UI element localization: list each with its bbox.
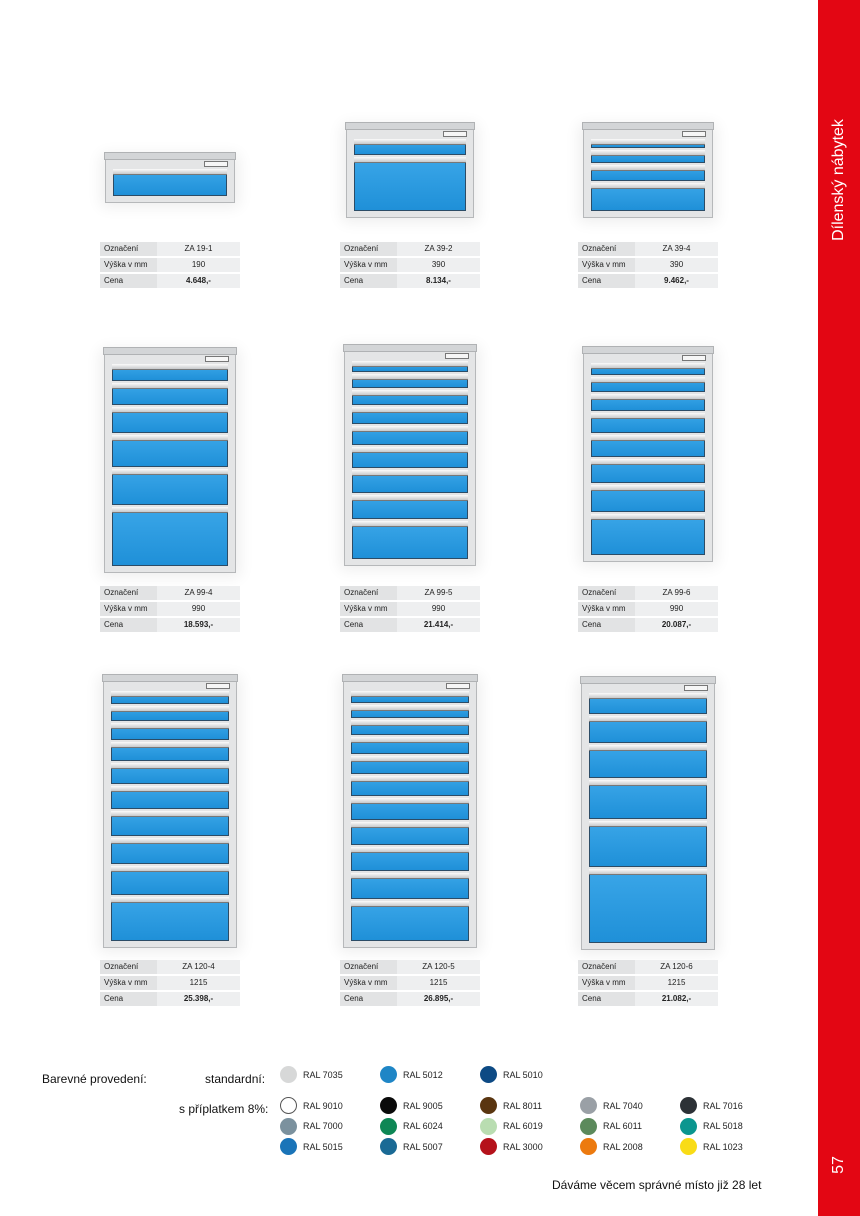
drawer [591,150,705,163]
product-image [340,338,480,576]
drawer-cabinet [581,682,715,950]
cabinet-top [343,344,477,352]
color-swatch [380,1118,443,1135]
spec-label: Označení [340,586,397,600]
color-name: RAL 5015 [303,1141,343,1152]
color-swatch [280,1066,343,1083]
spec-value: 21.414,- [397,618,480,632]
spec-value: ZA 39-4 [635,242,718,256]
drawer [591,459,705,483]
lock-icon [205,356,229,362]
drawer-cabinet [346,128,474,218]
spec-row [578,586,718,600]
drawer [112,407,228,434]
color-dot-icon [680,1097,697,1114]
spec-label: Výška v mm [578,602,635,616]
spec-label: Cena [100,992,157,1006]
spec-label: Cena [100,274,157,288]
product-image [340,668,480,953]
spec-value: 21.082,- [635,992,718,1006]
spec-row [100,274,240,288]
spec-label: Označení [578,960,635,974]
drawer [352,361,468,372]
color-dot-icon [480,1118,497,1135]
product-card [340,118,480,290]
cabinet-top [582,346,714,354]
product-image [578,668,718,953]
color-dot-icon [580,1097,597,1114]
spec-label: Cena [578,992,635,1006]
product-card [578,338,718,634]
spec-row [578,976,718,990]
color-name: RAL 7040 [603,1100,643,1111]
spec-label: Označení [100,960,157,974]
spec-value: ZA 99-6 [635,586,718,600]
lock-icon [445,353,469,359]
cabinet-top [104,152,236,160]
spec-row [100,960,240,974]
drawer [111,811,229,836]
color-swatch [580,1138,643,1155]
drawer [351,822,469,845]
drawer [112,507,228,566]
color-name: RAL 5018 [703,1121,743,1131]
spec-value: 26.895,- [397,992,480,1006]
spec-table [340,958,480,1008]
spec-row [578,602,718,616]
color-name: RAL 3000 [503,1141,543,1152]
color-dot-icon [680,1138,697,1155]
color-swatch [380,1097,443,1114]
cabinet-top [580,676,716,684]
lock-icon [204,161,228,167]
spec-value: 4.648,- [157,274,240,288]
spec-label: Výška v mm [340,602,397,616]
color-swatch [480,1066,543,1083]
spec-label: Cena [100,618,157,632]
drawer [352,447,468,468]
spec-row [340,586,480,600]
drawer [351,737,469,754]
color-swatch [480,1138,543,1155]
color-swatch [680,1097,743,1114]
color-swatch [380,1138,443,1155]
color-name: RAL 8011 [503,1100,543,1111]
drawer [591,435,705,457]
drawer [111,706,229,721]
color-name: RAL 5012 [403,1069,443,1080]
spec-label: Označení [578,242,635,256]
drawer [351,720,469,735]
spec-value: 990 [635,602,718,616]
spec-label: Cena [578,274,635,288]
drawer [111,897,229,941]
drawer [591,485,705,512]
drawer [111,786,229,809]
product-image [100,668,240,953]
drawer [352,407,468,424]
color-name: RAL 6011 [603,1121,643,1131]
lock-icon [206,683,230,689]
spec-value: ZA 99-4 [157,586,240,600]
color-dot-icon [280,1097,297,1114]
cabinet-top [582,122,714,130]
drawer [591,363,705,375]
spec-value: ZA 39-2 [397,242,480,256]
spec-value: ZA 99-5 [397,586,480,600]
drawer [112,364,228,381]
spec-row [100,602,240,616]
color-dot-icon [480,1097,497,1114]
drawer [589,780,707,819]
lock-icon [682,355,706,361]
spec-value: ZA 19-1 [157,242,240,256]
drawer [351,691,469,703]
drawer-cabinet [103,680,237,948]
product-card [578,668,718,1008]
spec-row [340,976,480,990]
spec-row [340,992,480,1006]
drawer [591,165,705,181]
drawer [352,426,468,445]
drawer [351,776,469,796]
drawer-cabinet [583,352,713,562]
spec-label: Označení [100,242,157,256]
color-name: RAL 7016 [703,1100,743,1111]
spec-label: Výška v mm [100,258,157,272]
spec-value: 25.398,- [157,992,240,1006]
spec-label: Cena [340,618,397,632]
drawer [112,469,228,505]
color-swatch [480,1118,543,1135]
color-options-label: Barevné provedení: [42,1072,147,1086]
lock-icon [684,685,708,691]
product-card [578,118,718,290]
product-card [100,668,240,1008]
spec-value: ZA 120-6 [635,960,718,974]
product-card [340,668,480,1008]
surcharge-label: s příplatkem 8%: [179,1102,269,1116]
spec-label: Cena [340,274,397,288]
cabinet-top [103,347,237,355]
spec-row [100,586,240,600]
spec-table [340,240,480,290]
drawer [591,514,705,555]
spec-label: Označení [340,960,397,974]
spec-value: 990 [397,602,480,616]
drawer [352,470,468,493]
drawer-cabinet [104,353,236,573]
color-name: RAL 7035 [303,1069,343,1080]
spec-value: 1215 [635,976,718,990]
drawer-cabinet [343,680,477,948]
cabinet-top [345,122,475,130]
spec-row [340,618,480,632]
spec-value: ZA 120-5 [397,960,480,974]
drawer [111,866,229,895]
spec-value: ZA 120-4 [157,960,240,974]
spec-label: Výška v mm [100,602,157,616]
spec-row [100,976,240,990]
spec-value: 1215 [157,976,240,990]
spec-label: Výška v mm [340,258,397,272]
spec-row [578,960,718,974]
color-dot-icon [480,1066,497,1083]
color-swatch [680,1138,743,1155]
drawer [589,745,707,778]
product-card [100,118,240,290]
color-swatch [280,1097,343,1114]
drawer [112,383,228,405]
drawer [112,435,228,466]
spec-table [578,584,718,634]
product-image [578,118,718,228]
spec-table [100,240,240,290]
spec-row [340,274,480,288]
standard-label: standardní: [205,1072,266,1086]
drawer [591,394,705,411]
color-dot-icon [380,1066,397,1083]
color-swatch [380,1066,443,1083]
drawer [351,798,469,819]
spec-row [578,242,718,256]
drawer [352,390,468,405]
spec-row [340,960,480,974]
color-dot-icon [580,1118,597,1135]
spec-value: 8.134,- [397,274,480,288]
spec-row [100,992,240,1006]
drawer-cabinet [344,350,476,566]
color-dot-icon [280,1066,297,1083]
spec-table [100,584,240,634]
drawer [351,901,469,941]
product-image [100,118,240,228]
color-name: RAL 5010 [503,1069,543,1080]
color-swatch [580,1118,642,1135]
spec-label: Cena [340,992,397,1006]
spec-label: Výška v mm [578,976,635,990]
lock-icon [682,131,706,137]
drawer [352,521,468,559]
drawer [591,183,705,211]
lock-icon [446,683,470,689]
drawer [354,157,466,211]
spec-value: 9.462,- [635,274,718,288]
drawer [351,756,469,774]
spec-label: Označení [100,586,157,600]
product-image [340,118,480,228]
drawer [352,495,468,520]
color-dot-icon [280,1118,297,1135]
drawer [351,873,469,899]
spec-row [100,258,240,272]
spec-label: Cena [578,618,635,632]
color-swatch [280,1118,343,1135]
lock-icon [443,131,467,137]
drawer [351,705,469,718]
color-name: RAL 5007 [403,1141,443,1152]
spec-table [578,240,718,290]
color-dot-icon [380,1138,397,1155]
drawer [589,869,707,943]
drawer [352,374,468,387]
color-swatch [680,1118,743,1135]
spec-value: 1215 [397,976,480,990]
color-options [0,1060,818,1160]
color-name: RAL 6024 [403,1121,443,1131]
drawer [111,723,229,740]
spec-row [340,242,480,256]
color-dot-icon [280,1138,297,1155]
spec-value: 390 [397,258,480,272]
spec-row [578,992,718,1006]
drawer [113,169,227,196]
spec-value: 190 [157,258,240,272]
color-name: RAL 1023 [703,1141,743,1152]
drawer [589,716,707,743]
spec-row [340,258,480,272]
spec-table [340,584,480,634]
drawer [591,139,705,148]
color-name: RAL 9010 [303,1100,343,1111]
drawer-cabinet [583,128,713,218]
drawer [111,691,229,704]
spec-row [578,618,718,632]
color-name: RAL 2008 [603,1141,643,1152]
drawer [111,838,229,865]
drawer [591,413,705,433]
spec-label: Výška v mm [340,976,397,990]
spec-value: 20.087,- [635,618,718,632]
section-title: Dílenský nábytek [830,119,847,241]
drawer [354,139,466,155]
spec-table [578,958,718,1008]
spec-label: Označení [340,242,397,256]
color-dot-icon [480,1138,497,1155]
color-dot-icon [680,1118,697,1135]
spec-row [578,258,718,272]
footer-slogan: Dáváme věcem správné místo již 28 let [552,1178,762,1192]
color-dot-icon [380,1097,397,1114]
spec-label: Výška v mm [578,258,635,272]
spec-row [578,274,718,288]
page-number: 57 [830,1156,847,1174]
color-name: RAL 9005 [403,1100,443,1111]
spec-value: 390 [635,258,718,272]
spec-table [100,958,240,1008]
spec-row [100,618,240,632]
drawer [111,763,229,784]
product-card [100,338,240,634]
color-dot-icon [580,1138,597,1155]
color-swatch [480,1097,542,1114]
color-swatch [580,1097,643,1114]
product-image [100,338,240,576]
spec-row [340,602,480,616]
spec-value: 990 [157,602,240,616]
cabinet-top [102,674,238,682]
product-card [340,338,480,634]
drawer [589,821,707,866]
drawer-cabinet [105,158,235,203]
spec-row [100,242,240,256]
cabinet-top [342,674,478,682]
spec-label: Výška v mm [100,976,157,990]
spec-label: Označení [578,586,635,600]
drawer [111,742,229,761]
color-name: RAL 6019 [503,1121,543,1131]
drawer [591,377,705,392]
color-swatch [280,1138,343,1155]
spec-value: 18.593,- [157,618,240,632]
product-image [578,338,718,576]
drawer [589,693,707,714]
color-dot-icon [380,1118,397,1135]
color-name: RAL 7000 [303,1121,343,1131]
drawer [351,847,469,872]
